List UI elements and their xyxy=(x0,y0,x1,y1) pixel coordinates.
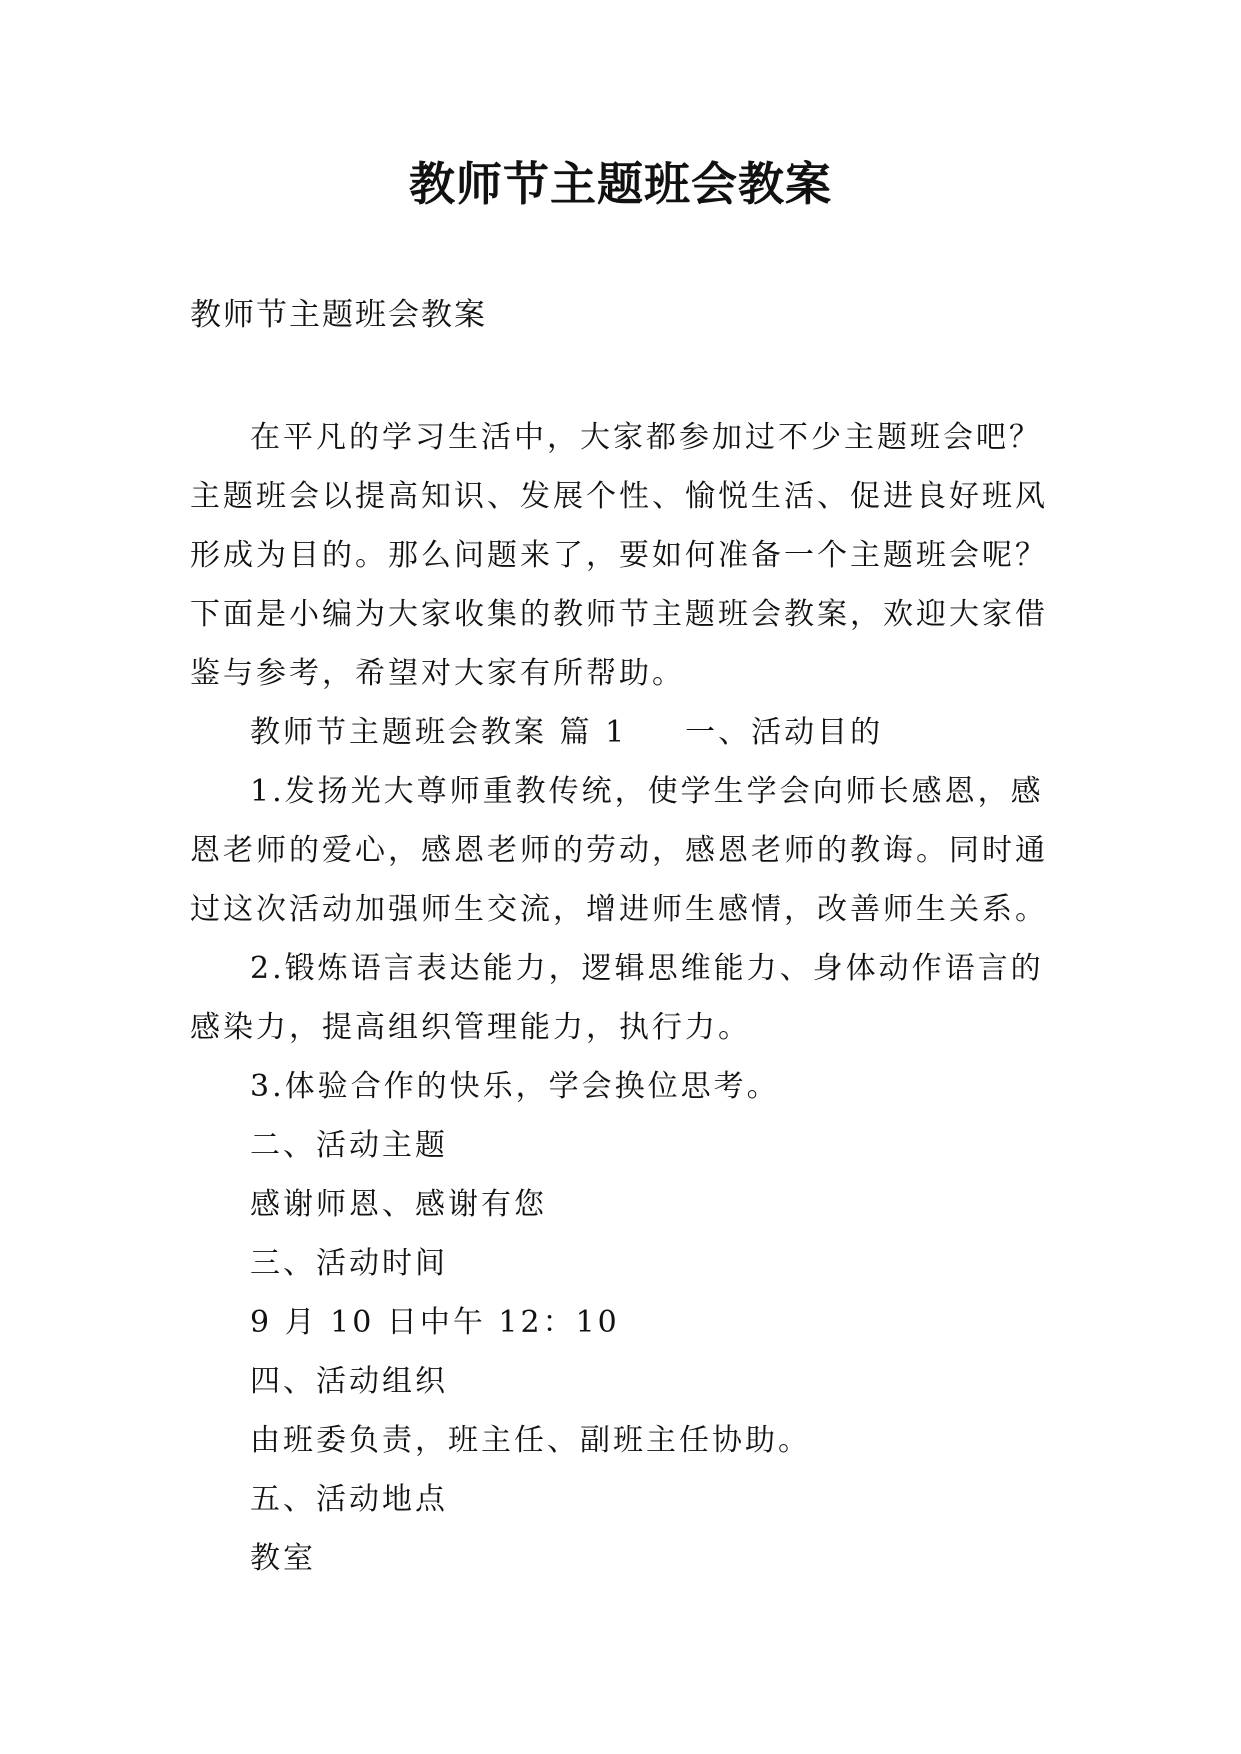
organization-text: 由班委负责，班主任、副班主任协助。 xyxy=(250,1423,811,1458)
section-heading-organization: 四、活动组织 xyxy=(250,1364,448,1399)
time-text: 9 月 10 日中午 12：10 xyxy=(250,1305,620,1340)
theme-text: 感谢师恩、感谢有您 xyxy=(250,1187,547,1222)
section-heading-location: 五、活动地点 xyxy=(250,1482,448,1517)
piece-label: 教师节主题班会教案 篇 1 xyxy=(250,715,628,750)
document-subtitle: 教师节主题班会教案 xyxy=(190,297,487,333)
goal-item-3: 3.体验合作的快乐，学会换位思考。 xyxy=(250,1069,780,1104)
section-heading-time: 三、活动时间 xyxy=(250,1246,448,1281)
goal-item-2: 2.锻炼语言表达能力，逻辑思维能力、身体动作语言的感染力，提高组织管理能力，执行力。 xyxy=(190,951,1044,1045)
location-text: 教室 xyxy=(250,1541,316,1576)
document-body xyxy=(190,408,1052,1588)
section-heading-theme: 二、活动主题 xyxy=(250,1128,448,1163)
intro-paragraph: 在平凡的学习生活中，大家都参加过不少主题班会吧？主题班会以提高知识、发展个性、愉悦生活、促进良好班风形成为目的。那么问题来了，要如何准备一个主题班会呢？下面是小编为大家收集的教师节主题班会教案，欢迎大家借鉴与参考，希望对大家有所帮助。 xyxy=(190,420,1048,691)
section-heading-goals: 一、活动目的 xyxy=(685,715,884,750)
piece-heading-line xyxy=(190,703,1052,762)
goal-item-1: 1.发扬光大尊师重教传统，使学生学会向师长感恩，感恩老师的爱心，感恩老师的劳动，感恩老师的教诲。同时通过这次活动加强师生交流，增进师生感情，改善师生关系。 xyxy=(190,774,1048,927)
document-title: 教师节主题班会教案 xyxy=(409,157,832,211)
